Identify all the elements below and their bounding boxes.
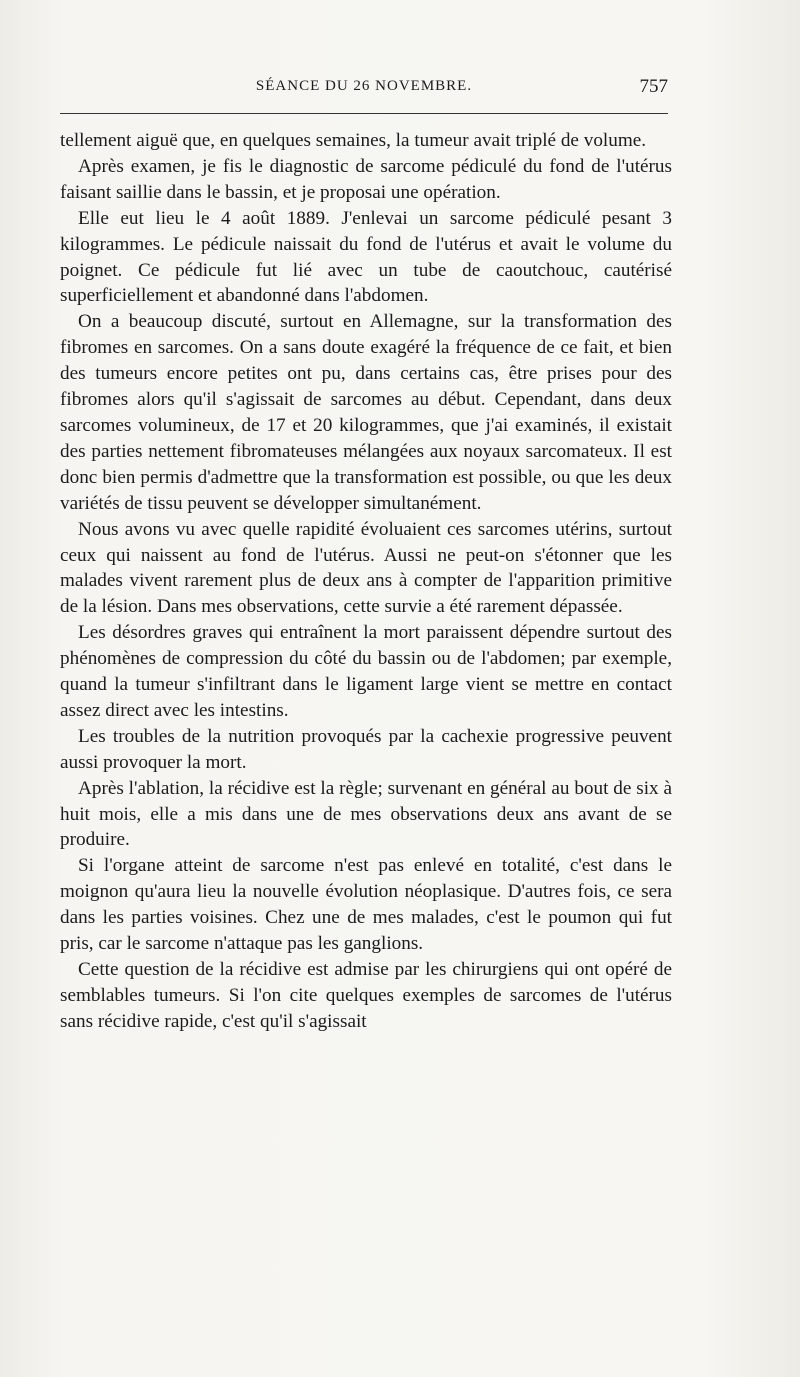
paragraph-transformation: On a beaucoup discuté, surtout en Allemagne, sur la transformation des fibromes en sarcomes. On a sans doute exagéré la fréquence de ce fait, et bien des tumeurs encore petites ont pu, dans certains cas, être prises pour des fibromes alors qu'il s'agissait de sarcomes au début. Cependant, dans deux sarcomes volumineux, de 17 et 20 kilogrammes, que j'ai examinés, il existait des parties nettement fibromateuses mélangées aux noyaux sarcomateux. Il est donc bien permis d'admettre que la transformation est possible, ou que les deux variétés de tissu peuvent se développer simultanément. xyxy=(60,311,672,514)
paragraph-diagnosis: Après examen, je fis le diagnostic de sarcome pédiculé du fond de l'utérus faisant saillie dans le bassin, et je proposai une opération. xyxy=(60,155,672,203)
paragraph-disorders: Les désordres graves qui entraînent la mort paraissent dépendre surtout des phénomènes de compression du côté du bassin ou de l'abdomen; par exemple, quand la tumeur s'infiltrant dans le ligament large vient se mettre en contact assez direct avec les intestins. xyxy=(60,622,672,721)
header-rule xyxy=(60,113,668,114)
paragraph-stump: Si l'organe atteint de sarcome n'est pas enlevé en totalité, c'est dans le moignon qu'aura lieu la nouvelle évolution néoplasique. D'autres fois, ce sera dans les parties voisines. Chez une de mes malades, c'est le poumon qui fut pris, car le sarcome n'attaque pas les ganglions. xyxy=(60,855,672,955)
paragraph-continued: tellement aiguë que, en quelques semaines, la tumeur avait triplé de volume. xyxy=(60,130,647,151)
paragraph-nutrition: Les troubles de la nutrition provoqués par la cachexie progressive peuvent aussi provoquer la mort. xyxy=(60,725,672,773)
running-header xyxy=(60,76,668,102)
paragraph-recurrence: Après l'ablation, la récidive est la règle; survenant en général au bout de six à huit mois, elle a mis dans une de mes observations deux ans avant de se produire. xyxy=(60,777,672,851)
page-number: 757 xyxy=(639,76,668,97)
body-text xyxy=(60,128,672,1035)
paragraph-evolution: Nous avons vu avec quelle rapidité évoluaient ces sarcomes utérins, surtout ceux qui naissent au fond de l'utérus. Aussi ne peut-on s'étonner que les malades vivent rarement plus de deux ans à compter de l'apparition primitive de la lésion. Dans mes observations, cette survie a été rarement dépassée. xyxy=(60,518,672,618)
paragraph-operation: Elle eut lieu le 4 août 1889. J'enlevai un sarcome pédiculé pesant 3 kilogrammes. Le pédicule naissait du fond de l'utérus et avait le volume du poignet. Ce pédicule fut lié avec un tube de caoutchouc, cautérisé superficiellement et abandonné dans l'abdomen. xyxy=(60,207,672,307)
running-title: SÉANCE DU 26 NOVEMBRE. xyxy=(255,78,473,94)
paragraph-surgeons: Cette question de la récidive est admise par les chirurgiens qui ont opéré de semblables tumeurs. Si l'on cite quelques exemples de sarcomes de l'utérus sans récidive rapide, c'est qu'il s'agissait xyxy=(60,959,672,1032)
